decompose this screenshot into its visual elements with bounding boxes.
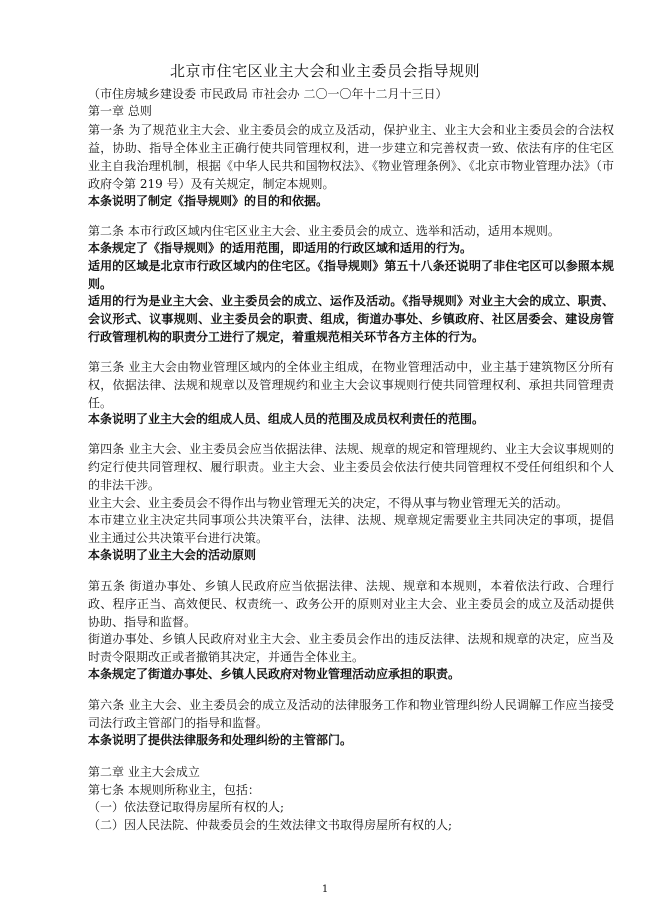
chapter-2-heading: 第二章 业主大会成立: [88, 765, 200, 779]
article-5-para-2: 街道办事处、乡镇人民政府对业主大会、业主委员会作出的违反法律、法规和规章的决定，应当及时责令限期改正或者撤销其决定，并通告全体业主。: [88, 632, 614, 664]
article-3-note: 本条说明了业主大会的组成人员、组成人员的范围及成员权利责任的范围。: [88, 412, 485, 426]
article-7-item-1: （一）依法登记取得房屋所有权的人;: [88, 800, 285, 814]
chapter-1-heading: 第一章 总则: [88, 104, 152, 118]
article-1: 第一条 为了规范业主大会、业主委员会的成立及活动，保护业主、业主大会和业主委员会的合法权益，协助、指导全体业主正确行使共同管理权利，进一步建立和完善权责一致、依法有序的住宅区业主自我治理机制，根据《中华人民共和国物权法》、《物业管理条例》、《北京市物业管理办法》（市政府令第 219 号）及有关规定，制定本规则。: [88, 123, 614, 191]
issuers-line: （市住房城乡建设委 市民政局 市社会办 二〇一〇年十二月十三日）: [88, 87, 448, 101]
article-6: 第六条 业主大会、业主委员会的成立及活动的法律服务工作和物业管理纠纷人民调解工作应当接受司法行政主管部门的指导和监督。: [88, 698, 614, 730]
article-3: 第三条 业主大会由物业管理区域内的全体业主组成，在物业管理活动中，业主基于建筑物区分所有权，依据法律、法规和规章以及管理规约和业主大会议事规则行使共同管理权利、承担共同管理责任。: [88, 360, 614, 410]
article-7: 第七条 本规则所称业主，包括：: [88, 783, 260, 797]
article-2-note-2: 适用的区域是北京市行政区域内的住宅区。《指导规则》第五十八条还说明了非住宅区可以参照本规则。: [88, 259, 614, 291]
article-5-note: 本条规定了街道办事处、乡镇人民政府对物业管理活动应承担的职责。: [88, 667, 461, 681]
article-4-para-2: 业主大会、业主委员会不得作出与物业管理无关的决定，不得从事与物业管理无关的活动。: [88, 496, 569, 510]
article-2-note-3: 适用的行为是业主大会、业主委员会的成立、运作及活动。《指导规则》对业主大会的成立、职责、会议形式、议事规则、业主委员会的职责、组成，街道办事处、乡镇政府、社区居委会、建设房管行政管理机构的职责分工进行了规定，着重规范相关环节各方主体的行为。: [88, 294, 614, 344]
article-1-note: 本条说明了制定《指导规则》的目的和依据。: [88, 194, 329, 208]
article-5: 第五条 街道办事处、乡镇人民政府应当依据法律、法规、规章和本规则，本着依法行政、合理行政、程序正当、高效便民、权责统一、政务公开的原则对业主大会、业主委员会的成立及活动提供协助、指导和监督。: [88, 579, 614, 629]
article-4-note: 本条说明了业主大会的活动原则: [88, 548, 257, 562]
article-4-para-3: 本市建立业主决定共同事项公共决策平台，法律、法规、规章规定需要业主共同决定的事项，提倡业主通过公共决策平台进行决策。: [88, 513, 614, 545]
document-title: 北京市住宅区业主大会和业主委员会指导规则: [169, 62, 480, 80]
page-number: 1: [321, 884, 329, 895]
article-6-note: 本条说明了提供法律服务和处理纠纷的主管部门。: [88, 733, 353, 747]
article-4: 第四条 业主大会、业主委员会应当依据法律、法规、规章的规定和管理规约、业主大会议事规则的约定行使共同管理权、履行职责。业主大会、业主委员会依法行使共同管理权不受任何组织和个人的非法干涉。: [88, 442, 614, 492]
article-2: 第二条 本市行政区域内住宅区业主大会、业主委员会的成立、选举和活动，适用本规则。: [88, 224, 560, 238]
article-2-note-1: 本条规定了《指导规则》的适用范围，即适用的行政区域和适用的行为。: [88, 241, 473, 255]
article-7-item-2: （二）因人民法院、仲裁委员会的生效法律文书取得房屋所有权的人;: [88, 818, 453, 832]
